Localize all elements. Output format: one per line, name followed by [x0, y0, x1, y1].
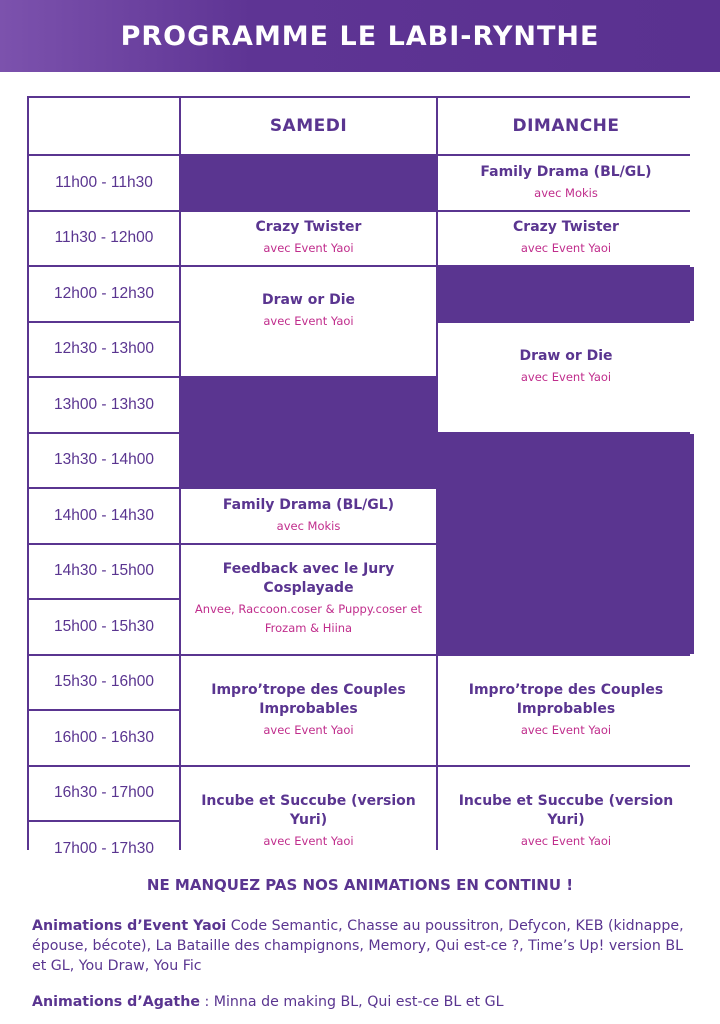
time-slot [29, 489, 179, 543]
time-label: 14h30 - 15h00 [54, 562, 154, 580]
event-cell-samedi [181, 656, 436, 765]
event-host: avec Event Yaoi [520, 722, 612, 737]
agathe-label: Animations d’Agathe [32, 994, 200, 1010]
event-title: Draw or Die [261, 292, 356, 308]
event-title: Incube et Succube (version Yuri) [201, 792, 416, 828]
time-slot [29, 267, 179, 321]
event-host: avec Event Yaoi [263, 241, 354, 256]
header-banner [0, 0, 720, 72]
event-yaoi-paragraph [32, 916, 697, 976]
time-slot [29, 767, 179, 821]
time-slot [29, 711, 179, 765]
event-cell-samedi [181, 212, 436, 266]
time-slot [29, 600, 179, 654]
event-host: avec Event Yaoi [520, 833, 612, 848]
time-slot [29, 212, 179, 266]
event-host: avec Mokis [276, 518, 341, 533]
event-cell-dimanche [438, 323, 694, 432]
time-label: 12h30 - 13h00 [54, 340, 154, 358]
event-cell-samedi [181, 545, 436, 654]
time-slot [29, 378, 179, 432]
empty-slot [181, 378, 436, 487]
event-cell-samedi [181, 767, 436, 876]
table-corner [29, 98, 179, 154]
event-host: avec Event Yaoi [263, 314, 354, 328]
event-title: Impro’trope des Couples Improbables [211, 681, 406, 717]
time-slot [29, 434, 179, 488]
day-header-dimanche [438, 98, 694, 154]
page-title: PROGRAMME LE LABI-RYNTHE [120, 20, 600, 52]
time-label: 14h00 - 14h30 [54, 506, 154, 524]
event-cell-dimanche [438, 156, 694, 210]
event-host: avec Event Yaoi [520, 369, 612, 384]
time-slot [29, 656, 179, 710]
time-label: 11h00 - 11h30 [55, 173, 153, 191]
time-label: 13h30 - 14h00 [54, 451, 154, 469]
event-title: Feedback avec le Jury Cosplayade [222, 561, 395, 596]
event-cell-samedi [181, 489, 436, 543]
continuous-animations-heading: NE MANQUEZ PAS NOS ANIMATIONS EN CONTINU ! [146, 876, 574, 894]
event-cell-dimanche [438, 212, 694, 266]
schedule-table [27, 96, 690, 857]
event-cell-dimanche [438, 656, 694, 765]
event-host: avec Event Yaoi [263, 722, 354, 737]
event-host: avec Mokis [534, 185, 598, 200]
event-title: Family Drama (BL/GL) [222, 496, 395, 513]
event-host: Anvee, Raccoon.coser & Puppy.coser et Frozam & Hiina [194, 602, 423, 635]
time-label: 15h30 - 16h00 [54, 673, 154, 691]
event-title: Incube et Succube (version Yuri) [458, 792, 674, 828]
agathe-text: : Minna de making BL, Qui est-ce BL et GL [199, 994, 504, 1010]
day-header-samedi [181, 98, 436, 154]
time-slot [29, 822, 179, 876]
event-host: avec Event Yaoi [263, 833, 354, 848]
event-cell-samedi [181, 267, 436, 376]
event-title: Family Drama (BL/GL) [480, 163, 652, 180]
time-label: 16h00 - 16h30 [54, 728, 154, 746]
time-slot [29, 323, 179, 377]
time-label: 13h00 - 13h30 [54, 395, 154, 413]
event-title: Crazy Twister [513, 219, 619, 236]
time-label: 11h30 - 12h00 [54, 229, 154, 247]
event-title: Impro’trope des Couples Improbables [468, 681, 664, 717]
day-label: DIMANCHE [512, 116, 620, 136]
empty-slot [181, 156, 436, 210]
event-cell-dimanche [438, 767, 694, 876]
time-slot [29, 545, 179, 599]
time-label: 12h00 - 12h30 [54, 284, 154, 302]
event-title: Draw or Die [519, 347, 613, 364]
time-label: 17h00 - 17h30 [54, 839, 154, 857]
agathe-paragraph [32, 992, 697, 1012]
time-slot [29, 156, 179, 210]
time-label: 16h30 - 17h00 [54, 784, 154, 802]
event-yaoi-label: Animations d’Event Yaoi [32, 918, 227, 934]
day-label: SAMEDI [269, 116, 348, 136]
event-yaoi-text: Code Semantic, Chasse au poussitron, Defycon, KEB (kidnappe, épouse, bécote), La Bataille des champignons, Memory, Qui est-ce ?, Time’s Up! version BL et GL, You Draw, You Fic [32, 918, 684, 974]
time-label: 15h00 - 15h30 [54, 617, 154, 635]
event-title: Crazy Twister [255, 219, 362, 236]
event-host: avec Event Yaoi [520, 241, 612, 256]
empty-slot [438, 434, 694, 654]
empty-slot [438, 267, 694, 321]
